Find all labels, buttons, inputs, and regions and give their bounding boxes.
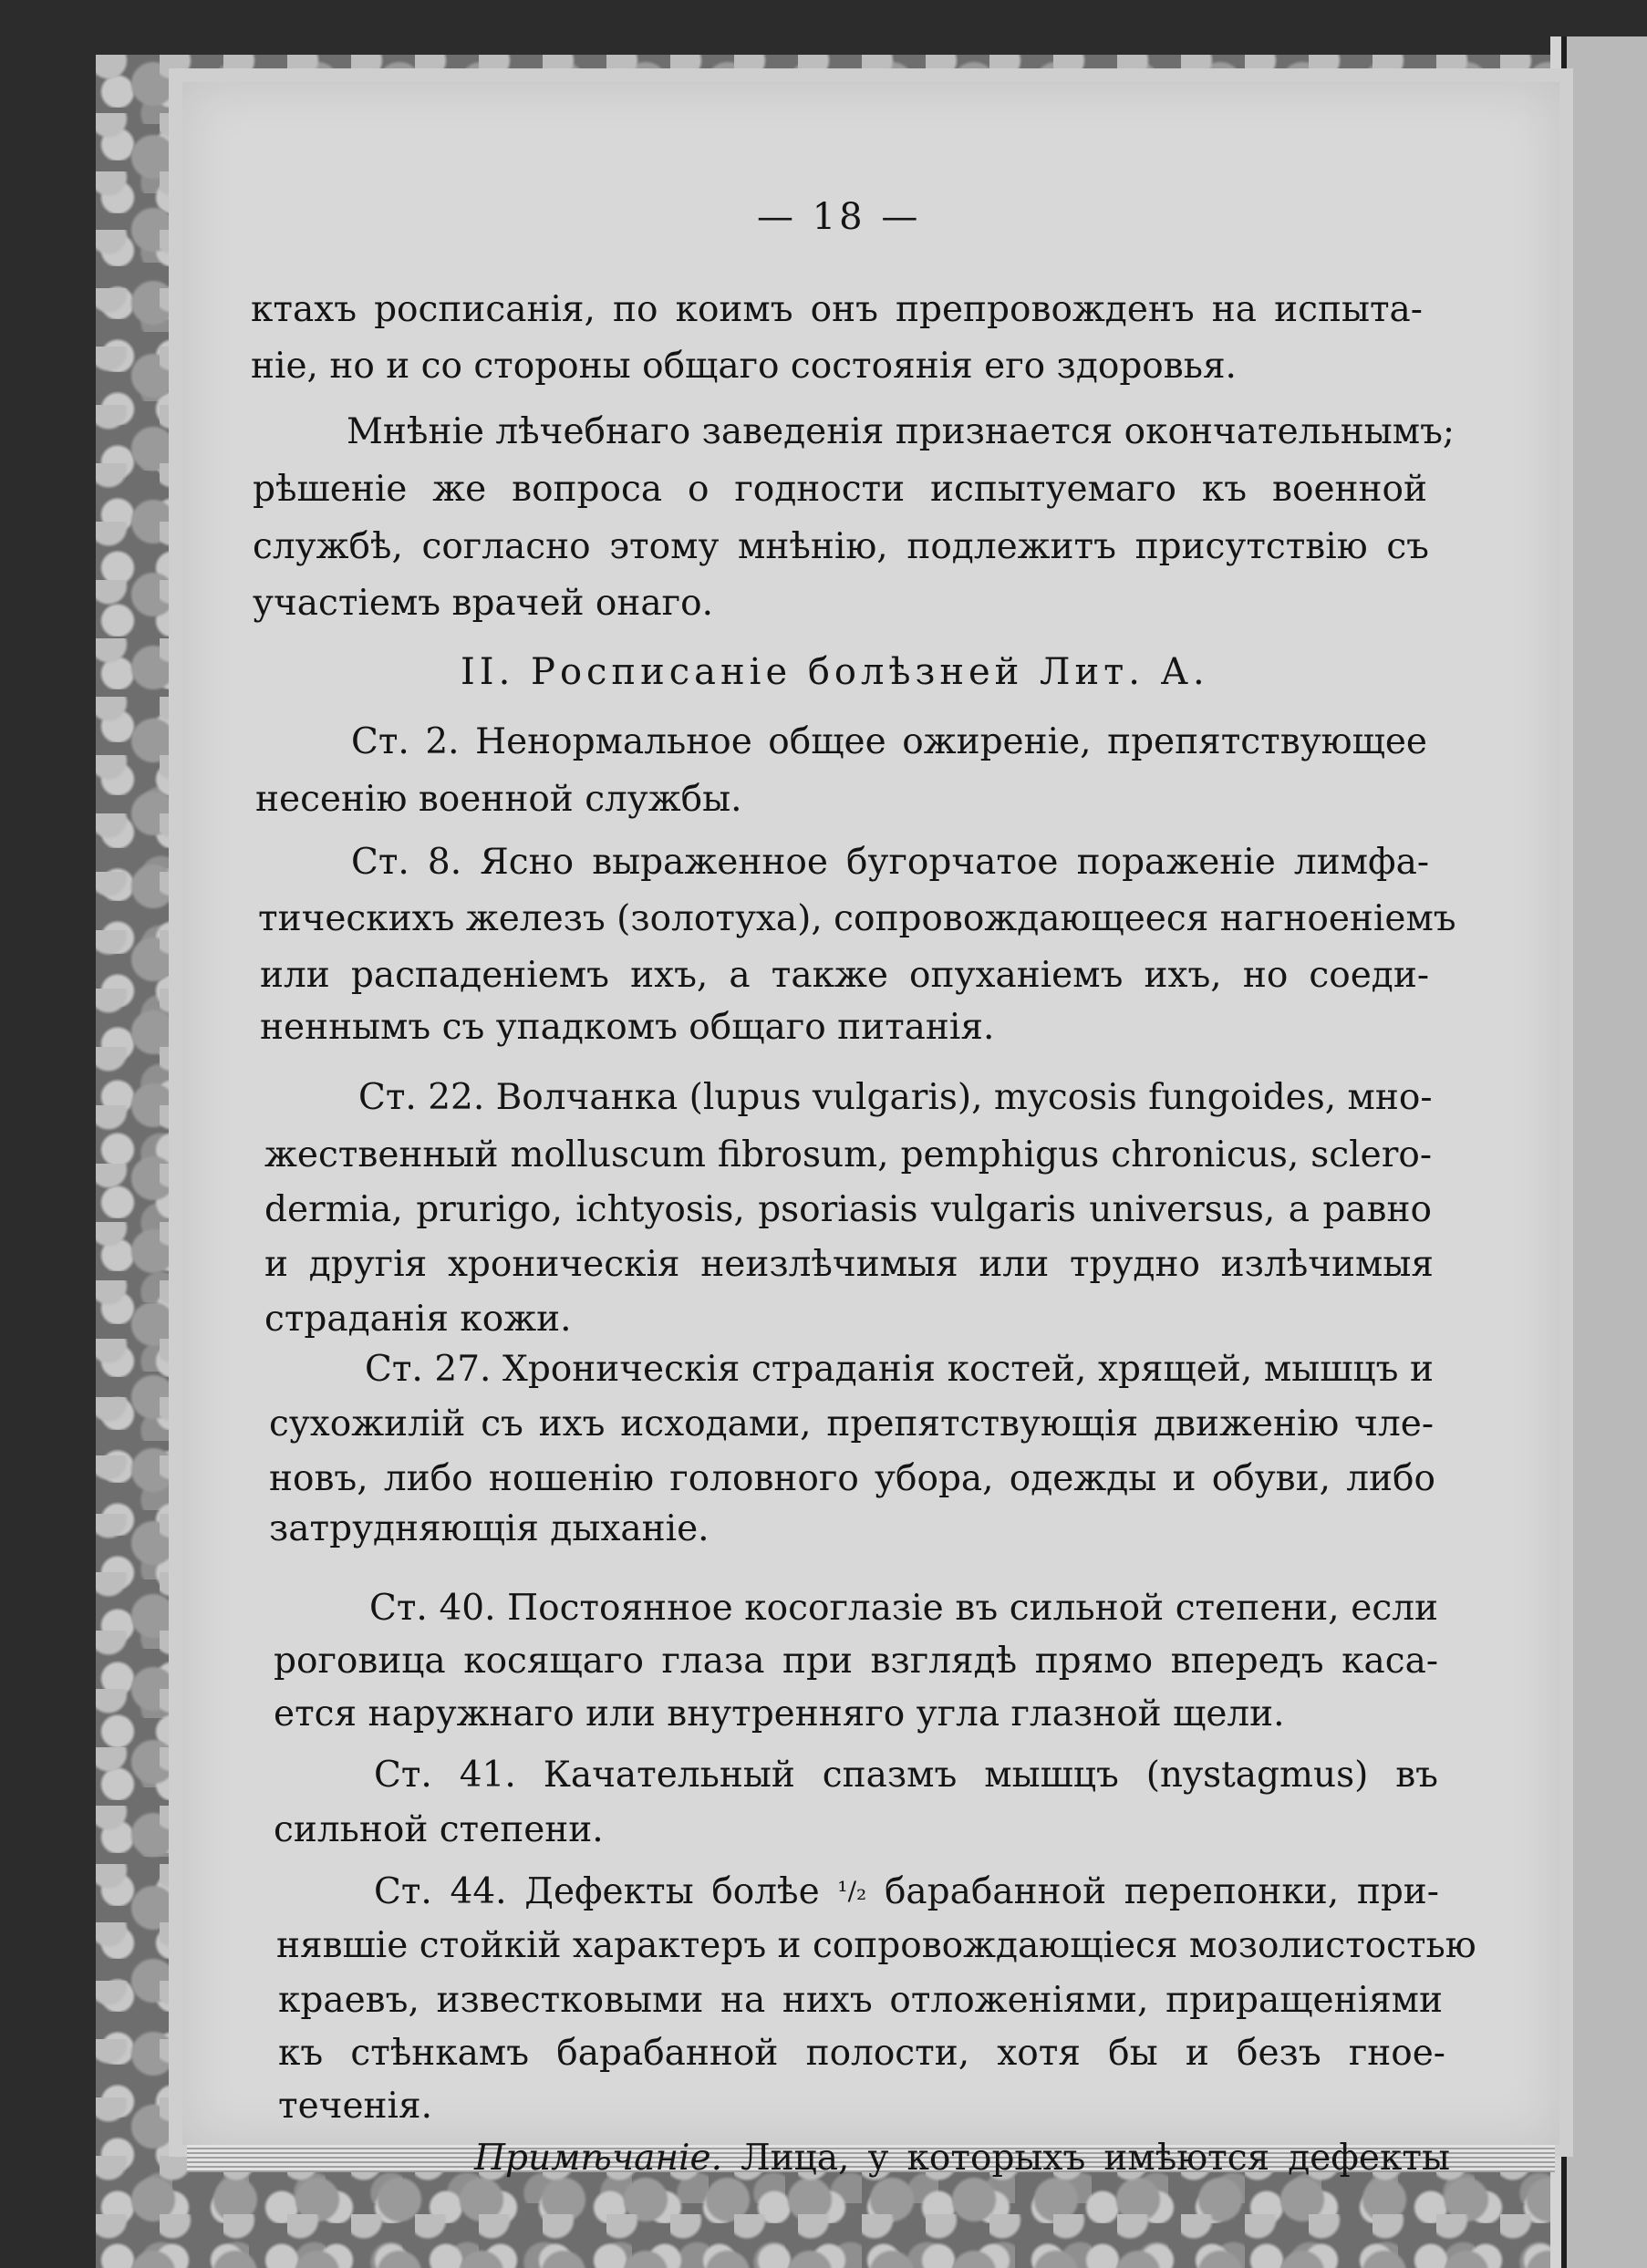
article-40-line-2: роговица косящаго глаза при взглядѣ прямо впередъ каса-	[274, 1641, 1438, 1682]
note-text: Лица, у которыхъ имѣются дефекты	[741, 2138, 1450, 2179]
paragraph-2-line-4: участіемъ врачей онаго.	[253, 583, 713, 624]
paragraph-1-line-1: ктахъ росписанія, по коимъ онъ препровожденъ на испыта-	[251, 289, 1423, 330]
article-44-line-3: краевъ, известковыми на нихъ отложеніями, приращеніями	[278, 1980, 1443, 2021]
article-44-line-5: теченія.	[278, 2086, 432, 2127]
article-22-line-4: и другія хроническія неизлѣчимыя или трудно излѣчимыя	[264, 1244, 1434, 1285]
paragraph-2-line-1: Мнѣніе лѣчебнаго заведенія признается окончательнымъ;	[347, 411, 1455, 452]
article-8-line-2: тическихъ железъ (золотуха), сопровождающееся нагноеніемъ	[258, 898, 1456, 939]
article-22-line-3: dermia, prurigo, ichtyosis, psoriasis vulgaris universus, а равно	[264, 1189, 1432, 1230]
article-44-line-1-start: Ст. 44. Дефекты болѣе	[374, 1871, 820, 1912]
article-27-line-2: сухожилій съ ихъ исходами, препятствующія движенію чле-	[269, 1403, 1434, 1445]
article-40-line-3: ется наружнаго или внутренняго угла глазной щели.	[274, 1693, 1285, 1735]
paragraph-2-line-3: службѣ, согласно этому мнѣнію, подлежитъ присутствію съ	[253, 526, 1429, 567]
article-22-line-5: страданія кожи.	[264, 1299, 572, 1340]
article-41-line-1: Ст. 41. Качательный спазмъ мышцъ (nystagmus) въ	[374, 1755, 1438, 1796]
article-44-line-1	[374, 1871, 1439, 1912]
article-44-line-4: къ стѣнкамъ барабанной полости, хотя бы и безъ гное-	[278, 2033, 1445, 2074]
article-44-line-2: нявшіе стойкій характеръ и сопровождающіеся мозолистостью	[276, 1925, 1476, 1966]
article-44-line-1-end: барабанной перепонки, при-	[884, 1871, 1439, 1912]
article-2-line-1: Ст. 2. Ненормальное общее ожиреніе, препятствующее	[351, 721, 1427, 762]
article-27-line-4: затрудняющія дыханіе.	[269, 1508, 710, 1549]
article-27-line-1: Ст. 27. Хроническія страданія костей, хрящей, мышцъ и	[365, 1349, 1434, 1390]
article-8-line-1: Ст. 8. Ясно выраженное бугорчатое пораженіе лимфа-	[351, 842, 1429, 883]
article-40-line-1: Ст. 40. Постоянное косоглазіе въ сильной степени, если	[369, 1588, 1438, 1629]
article-8-line-4: неннымъ съ упадкомъ общаго питанія.	[260, 1007, 995, 1048]
paragraph-1-line-2: ніе, но и со стороны общаго состоянія его здоровья.	[251, 346, 1237, 387]
section-heading: II. Росписаніе болѣзней Лит. А.	[461, 651, 1209, 693]
fraction-one-half: ¹/₂	[837, 1876, 867, 1906]
article-22-line-2: жественный molluscum fibrosum, pemphigus chronicus, sclero-	[264, 1134, 1432, 1175]
article-2-line-2: несенію военной службы.	[255, 779, 742, 820]
page-number: — 18 —	[757, 196, 922, 238]
note-label: Примѣчаніе.	[474, 2138, 722, 2179]
article-22-line-1: Ст. 22. Волчанка (lupus vulgaris), mycosis fungoides, мно-	[358, 1077, 1433, 1118]
note-line	[474, 2139, 1450, 2179]
article-27-line-3: новъ, либо ношенію головного убора, одежды и обуви, либо	[269, 1458, 1435, 1499]
article-41-line-2: сильной степени.	[274, 1809, 604, 1850]
article-8-line-3: или распаденіемъ ихъ, а также опуханіемъ ихъ, но соеди-	[260, 955, 1429, 996]
paragraph-2-line-2: рѣшеніе же вопроса о годности испытуемаго къ военной	[253, 469, 1427, 510]
